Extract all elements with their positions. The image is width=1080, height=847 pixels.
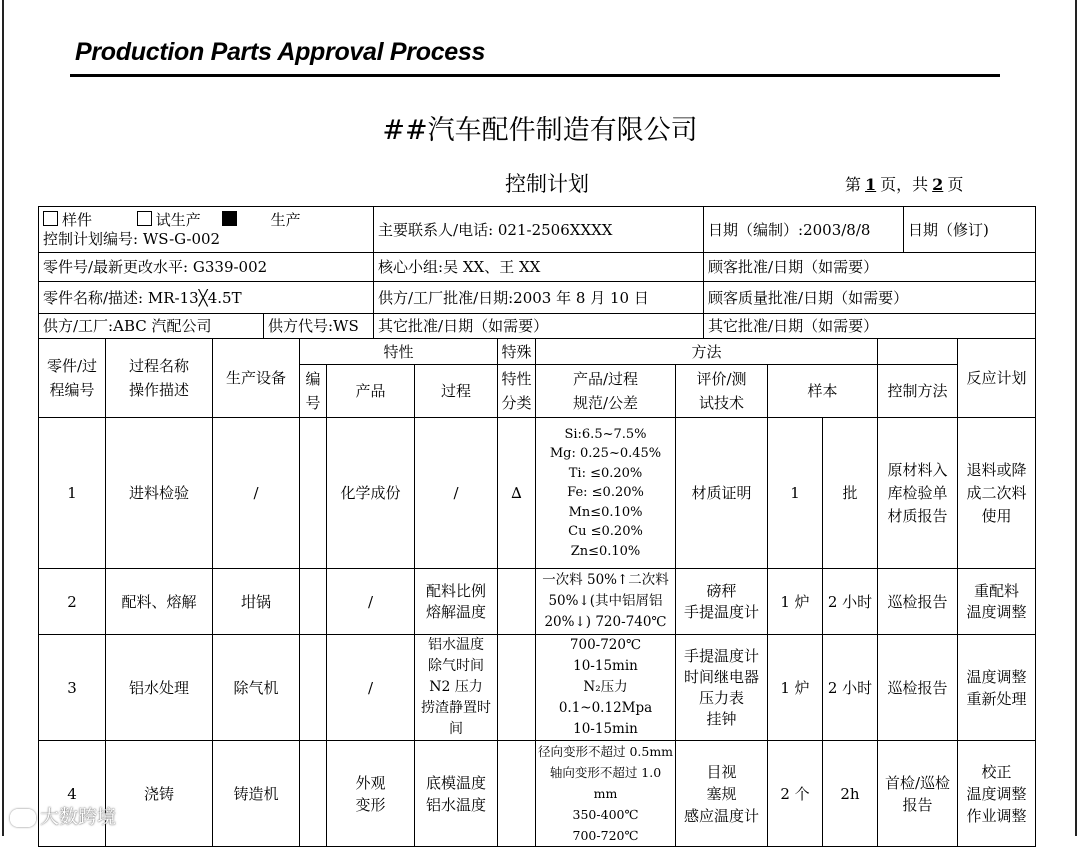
row-char-no	[300, 635, 327, 741]
row-product: /	[327, 569, 415, 635]
plan-type-cell	[39, 207, 374, 253]
row-spec: Si:6.5~7.5% Mg: 0.25~0.45% Ti: ≤0.20% Fe: ≤0.20% Mn≤0.10% Cu ≤0.20% Zn≤0.10%	[536, 418, 676, 569]
row-control: 巡检报告	[878, 569, 958, 635]
part-number-cell: 零件号/最新更改水平: G339-002	[39, 253, 374, 282]
plan-number: 控制计划编号: WS-G-002	[43, 229, 221, 248]
col-special-class: 特性分类	[498, 365, 536, 418]
col-part-no: 零件/过程编号	[39, 339, 106, 418]
row-equipment: 铸造机	[213, 741, 300, 847]
col-method: 方法	[536, 339, 878, 365]
row-char-no	[300, 741, 327, 847]
other-approval-cell-2: 其它批准/日期（如需要）	[704, 314, 1036, 339]
row-control: 首检/巡检 报告	[878, 741, 958, 847]
row-sample-size: 1 炉	[768, 569, 823, 635]
col-char-no: 编号	[300, 365, 327, 418]
company-name: ##汽车配件制造有限公司	[382, 115, 698, 146]
other-approval-cell-1: 其它批准/日期（如需要）	[374, 314, 704, 339]
col-characteristics: 特性	[300, 339, 498, 365]
row-equipment: /	[213, 418, 300, 569]
checkbox-production[interactable]: 生产	[222, 211, 301, 229]
part-name-cell: 零件名称/描述: MR-13╳4.5T	[39, 282, 374, 314]
row-process-name: 配料、熔解	[106, 569, 213, 635]
row-sample-freq: 2 小时	[823, 569, 878, 635]
row-spec: 一次料 50%↑二次料 50%↓(其中铝屑铝 20%↓) 720-740℃	[536, 569, 676, 635]
col-process: 过程	[415, 365, 498, 418]
checkbox-checked-icon	[222, 211, 237, 226]
row-reaction: 重配料 温度调整	[958, 569, 1036, 635]
row-product: 化学成份	[327, 418, 415, 569]
col-control: 控制方法	[878, 365, 958, 418]
col-spec: 产品/过程规范/公差	[536, 365, 676, 418]
row-control: 巡检报告	[878, 635, 958, 741]
row-no: 3	[39, 635, 106, 741]
row-sample-freq: 2 小时	[823, 635, 878, 741]
col-equipment: 生产设备	[213, 339, 300, 418]
customer-quality-approval-cell: 顾客质量批准/日期（如需要）	[704, 282, 1036, 314]
checkbox-icon	[43, 211, 58, 226]
row-special	[498, 741, 536, 847]
row-sample-size: 2 个	[768, 741, 823, 847]
row-no: 1	[39, 418, 106, 569]
col-blank	[878, 339, 958, 365]
row-product: 外观 变形	[327, 741, 415, 847]
ppap-header-title: Production Parts Approval Process	[75, 38, 486, 66]
row-char-no	[300, 418, 327, 569]
row-eval: 磅秤 手提温度计	[676, 569, 768, 635]
core-team-cell: 核心小组:吴 XX、王 XX	[374, 253, 704, 282]
table-row	[39, 418, 1036, 569]
row-sample-size: 1	[768, 418, 823, 569]
row-spec: 径向变形不超过 0.5mm 轴向变形不超过 1.0 mm 350-400℃ 700-720℃	[536, 741, 676, 847]
row-product: /	[327, 635, 415, 741]
row-process-name: 浇铸	[106, 741, 213, 847]
row-special: ∆	[498, 418, 536, 569]
row-eval: 目视 塞规 感应温度计	[676, 741, 768, 847]
row-process: /	[415, 418, 498, 569]
plan-info-table	[38, 206, 1036, 339]
row-control: 原材料入 库检验单 材质报告	[878, 418, 958, 569]
plan-type-options	[43, 211, 369, 230]
row-eval: 手提温度计 时间继电器 压力表 挂钟	[676, 635, 768, 741]
checkbox-icon	[137, 211, 152, 226]
row-spec: 700-720℃ 10-15min N₂压力 0.1~0.12Mpa 10-15min	[536, 635, 676, 741]
row-no: 4	[39, 741, 106, 847]
col-product: 产品	[327, 365, 415, 418]
control-plan-table	[38, 338, 1036, 847]
row-process-name: 进料检验	[106, 418, 213, 569]
supplier-cell: 供方/工厂:ABC 汽配公司	[39, 314, 264, 339]
table-row	[39, 569, 1036, 635]
row-no: 2	[39, 569, 106, 635]
contact-cell: 主要联系人/电话: 021-2506XXXX	[374, 207, 704, 253]
row-equipment: 坩锅	[213, 569, 300, 635]
row-equipment: 除气机	[213, 635, 300, 741]
header-rule	[70, 74, 1000, 77]
date-compiled-cell: 日期（编制）:2003/8/8	[704, 207, 904, 253]
row-process: 配料比例 熔解温度	[415, 569, 498, 635]
customer-approval-cell: 顾客批准/日期（如需要）	[704, 253, 1036, 282]
row-eval: 材质证明	[676, 418, 768, 569]
col-sample: 样本	[768, 365, 878, 418]
checkbox-trial[interactable]: 试生产	[137, 211, 201, 229]
row-process: 铝水温度 除气时间 N2 压力 捞渣静置时间	[415, 635, 498, 741]
col-reaction: 反应计划	[958, 339, 1036, 418]
row-char-no	[300, 569, 327, 635]
row-sample-freq: 2h	[823, 741, 878, 847]
row-process-name: 铝水处理	[106, 635, 213, 741]
checkbox-sample[interactable]: 样件	[43, 211, 92, 229]
date-revised-cell: 日期（修订)	[904, 207, 1036, 253]
supplier-code-cell: 供方代号:WS	[264, 314, 374, 339]
col-special: 特殊	[498, 339, 536, 365]
page-indicator: 第 1 页，共 2 页	[845, 175, 964, 194]
row-special	[498, 569, 536, 635]
row-sample-size: 1 炉	[768, 635, 823, 741]
watermark: 大数跨境	[10, 802, 116, 829]
row-reaction: 温度调整 重新处理	[958, 635, 1036, 741]
table-row	[39, 741, 1036, 847]
row-process: 底模温度 铝水温度	[415, 741, 498, 847]
row-sample-freq: 批	[823, 418, 878, 569]
supplier-approval-cell: 供方/工厂批准/日期:2003 年 8 月 10 日	[374, 282, 704, 314]
table-row	[39, 635, 1036, 741]
col-process-name: 过程名称操作描述	[106, 339, 213, 418]
watermark-logo-icon	[10, 809, 36, 827]
row-reaction: 校正 温度调整 作业调整	[958, 741, 1036, 847]
row-reaction: 退料或降 成二次料 使用	[958, 418, 1036, 569]
col-eval: 评价/测试技术	[676, 365, 768, 418]
row-special	[498, 635, 536, 741]
control-plan-title: 控制计划	[505, 172, 589, 196]
